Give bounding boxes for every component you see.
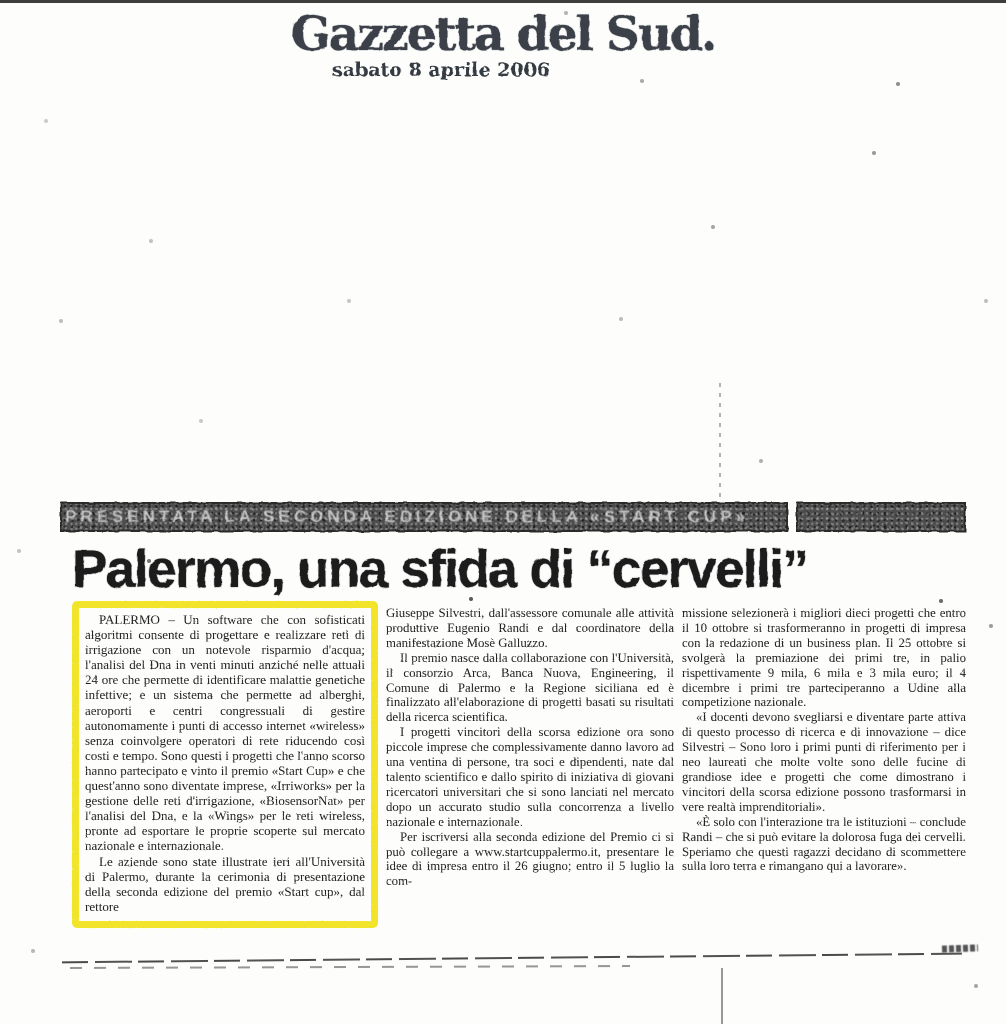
illegible-credit-mark [942,944,978,952]
kicker-banner-row [60,502,966,532]
issue-date: sabato 8 aprile 2006 [331,59,551,82]
article-paragraph: Le aziende sono state illustrate ieri all'Università di Palermo, durante la cerimonia di presentazione della seconda edizione del premio «Start cup», dal rettore [85,853,365,914]
kicker-banner [60,502,788,532]
article-column-3 [682,606,966,874]
article-paragraph: «È solo con l'interazione tra le istituzioni – conclude Randi – che si può evitare la dolorosa fuga dei cervelli. Speriamo che questi ragazzi decidano di scommettere sulla loro terra e rimangano qui a lavorare». [682,814,966,874]
article-paragraph: Il premio nasce dalla collaborazione con l'Università, il consorzio Arca, Banca Nuova, Engineering, il Comune di Palermo e la Regione siciliana ed è finalizzato all'elaborazione di progetti basati su risultati della ricerca scientifica. [386,650,674,725]
fold-line-top [719,383,721,501]
article-paragraph: I progetti vincitori della scorsa edizione ora sono piccole imprese che complessivamente danno lavoro ad una ventina di persone, tra soci e dipendenti, nate dal talento scientifico e dallo spirito di iniziativa di giovani ricercatori universitari che si sono lanciati nel mercato dopo un accurato studio sulla concorrenza a livello nazionale e internazionale. [386,725,674,829]
article-paragraph: Per iscriversi alla seconda edizione del Premio ci si può collegare a www.startcuppalermo.it, presentare le idee di impresa entro il 26 giugno; entro il 5 luglio la com- [386,829,674,889]
article-clipping [60,502,966,928]
fold-line-bottom [721,968,723,1024]
torn-edge-rule [62,953,962,964]
scan-edge-bar [0,0,1006,3]
highlight-box [72,601,378,928]
article-paragraph: Giuseppe Silvestri, dall'assessore comunale alle attività produttive Eugenio Randi e dal coordinatore della manifestazione Mosè Galluzzo. [386,606,674,650]
kicker-text: PRESENTATA LA SECONDA EDIZIONE DELLA «START CUP» [65,507,750,526]
article-column-1 [85,612,365,914]
masthead [0,7,1006,82]
article-column-2 [386,606,674,889]
article-headline: Palermo, una sfida di “cervelli” [72,540,808,599]
kicker-banner-segment [796,502,966,532]
article-body [72,606,966,928]
scan-noise-speckles [0,0,2,2]
article-paragraph: «I docenti devono svegliarsi e diventare parte attiva di questo processo di ricerca e di innovazione – dice Silvestri – Sono loro i primi punti di riferimento per i neo laureati che molte volte sono delle fucine di grandiose idee e progetti che come dimostrano i vincitori della scorsa edizione possono trasformarsi in vere realtà imprenditoriali». [682,710,966,814]
newspaper-masthead-title: Gazzetta del Sud. [290,7,716,62]
article-paragraph: PALERMO – Un software che con sofisticati algoritmi consente di progettare e realizzare reti di irrigazione con un notevole risparmio d'acqua; l'analisi del Dna in venti minuti anziché nelle attuali 24 ore che permette di identificare malattie genetiche infettive; e un sistema che permette ad alberghi, aeroporti e centri congressuali di gestire autonomamente i punti di accesso internet «wireless» senza coinvolgere operatori di rete riducendo così costi e tempo. Sono questi i progetti che l'anno scorso hanno partecipato e vinto il premio «Start Cup» e che quest'anno sono diventate imprese, «Irriworks» per la gestione delle reti d'irrigazione, «BiosensorNat» per l'analisi del Dna, e la «Wings» per le reti wireless, pronte ad esportare le proprie scoperte sul mercato nazionale e internazionale. [85,612,365,854]
torn-edge-rule-secondary [70,965,630,969]
article-paragraph: missione selezionerà i migliori dieci progetti che entro il 10 ottobre si trasformeranno in progetti di impresa con la redazione di un business plan. Il 25 ottobre si svolgerà la premiazione dei primi tre, in palio rispettivamente 9 mila, 6 mila e 3 mila euro; il 4 dicembre i primi tre parteciperanno a Udine alla competizione nazionale. [682,606,966,710]
